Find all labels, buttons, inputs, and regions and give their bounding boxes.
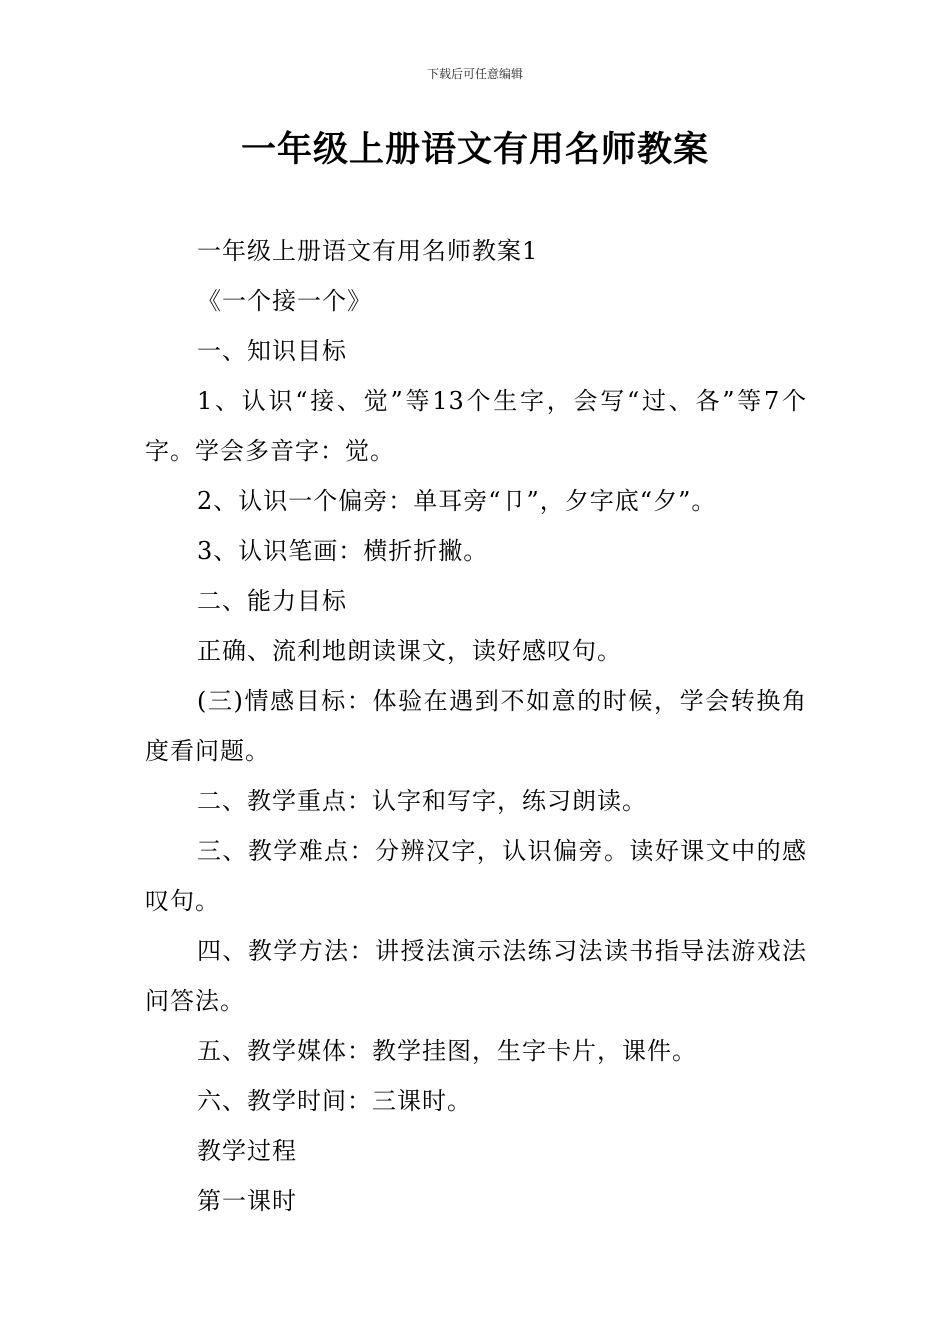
page-header: 下载后可任意编辑 — [426, 67, 523, 81]
paragraph-ability-goal: 二、能力目标 — [197, 587, 347, 615]
document-title: 一年级上册语文有用名师教案 — [240, 130, 709, 170]
paragraph-emotion-goal: (三)情感目标：体验在遇到不如意的时候，学会转换角度看问题。 — [145, 687, 807, 765]
paragraph-teaching-time: 六、教学时间：三课时。 — [197, 1087, 472, 1115]
paragraph-goal-1: 1、认识“接、觉”等13个生字，会写“过、各”等7个字。学会多音字：觉。 — [145, 387, 807, 465]
paragraph-teaching-focus: 二、教学重点：认字和写字，练习朗读。 — [197, 787, 647, 815]
paragraph-teaching-media: 五、教学媒体：教学挂图，生字卡片，课件。 — [197, 1037, 697, 1065]
paragraph-goal-2: 2、认识一个偏旁：单耳旁“卩”，夕字底“夕”。 — [197, 487, 717, 515]
paragraph-lesson-title: 《一个接一个》 — [197, 287, 372, 315]
paragraph-first-lesson: 第一课时 — [197, 1187, 297, 1215]
paragraph-goal-3: 3、认识笔画：横折折撇。 — [197, 537, 489, 565]
document-body — [145, 226, 807, 1226]
paragraph-lesson-heading: 一年级上册语文有用名师教案1 — [197, 237, 539, 265]
paragraph-teaching-process: 教学过程 — [197, 1137, 297, 1165]
paragraph-teaching-method: 四、教学方法：讲授法演示法练习法读书指导法游戏法问答法。 — [145, 937, 807, 1015]
paragraph-teaching-difficulty: 三、教学难点：分辨汉字，认识偏旁。读好课文中的感叹句。 — [145, 837, 807, 915]
paragraph-ability-detail: 正确、流利地朗读课文，读好感叹句。 — [197, 637, 622, 665]
paragraph-knowledge-goal: 一、知识目标 — [197, 337, 347, 365]
